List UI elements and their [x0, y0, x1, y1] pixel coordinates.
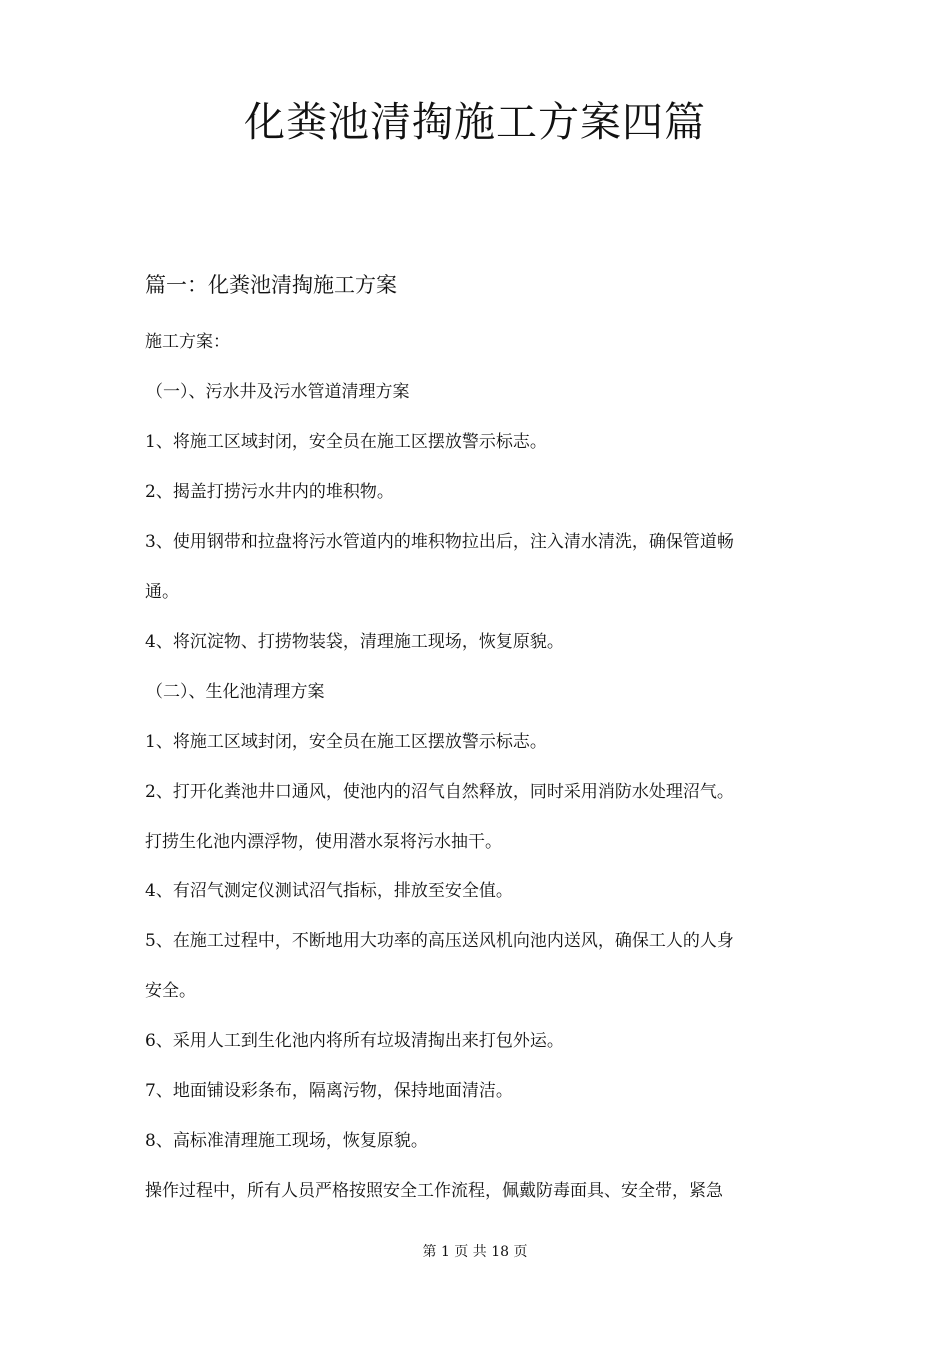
paragraph-line: 操作过程中，所有人员严格按照安全工作流程，佩戴防毒面具、安全带，紧急 [145, 1181, 723, 1201]
paragraph-line: 通。 [145, 582, 179, 602]
paragraph-line: 8、高标准清理施工现场，恢复原貌。 [145, 1131, 428, 1151]
paragraph-line: 1、将施工区域封闭，安全员在施工区摆放警示标志。 [145, 432, 547, 452]
subsection-heading: （一）、污水井及污水管道清理方案 [146, 382, 410, 402]
paragraph-line: 2、打开化粪池井口通风，使池内的沼气自然释放，同时采用消防水处理沼气。 [145, 782, 734, 802]
paragraph-line: 7、地面铺设彩条布，隔离污物，保持地面清洁。 [145, 1081, 513, 1101]
subsection-heading: （二）、生化池清理方案 [146, 682, 325, 702]
paragraph-line: 3、使用钢带和拉盘将污水管道内的堆积物拉出后，注入清水清洗，确保管道畅 [145, 532, 734, 552]
paragraph-line: 5、在施工过程中，不断地用大功率的高压送风机向池内送风，确保工人的人身 [145, 931, 734, 951]
section-heading: 篇一：化粪池清掏施工方案 [145, 273, 397, 297]
paragraph-line: 安全。 [145, 981, 196, 1001]
paragraph-line: 4、有沼气测定仪测试沼气指标，排放至安全值。 [145, 881, 513, 901]
paragraph-line: 施工方案： [145, 332, 230, 352]
paragraph-line: 6、采用人工到生化池内将所有垃圾清掏出来打包外运。 [145, 1031, 564, 1051]
paragraph-line: 1、将施工区域封闭，安全员在施工区摆放警示标志。 [145, 732, 547, 752]
document-title: 化粪池清掏施工方案四篇 [244, 98, 706, 146]
paragraph-line: 打捞生化池内漂浮物，使用潜水泵将污水抽干。 [145, 832, 502, 852]
paragraph-line: 4、将沉淀物、打捞物装袋，清理施工现场，恢复原貌。 [145, 632, 564, 652]
paragraph-line: 2、揭盖打捞污水井内的堆积物。 [145, 482, 394, 502]
page-footer: 第 1 页 共 18 页 [422, 1244, 528, 1260]
